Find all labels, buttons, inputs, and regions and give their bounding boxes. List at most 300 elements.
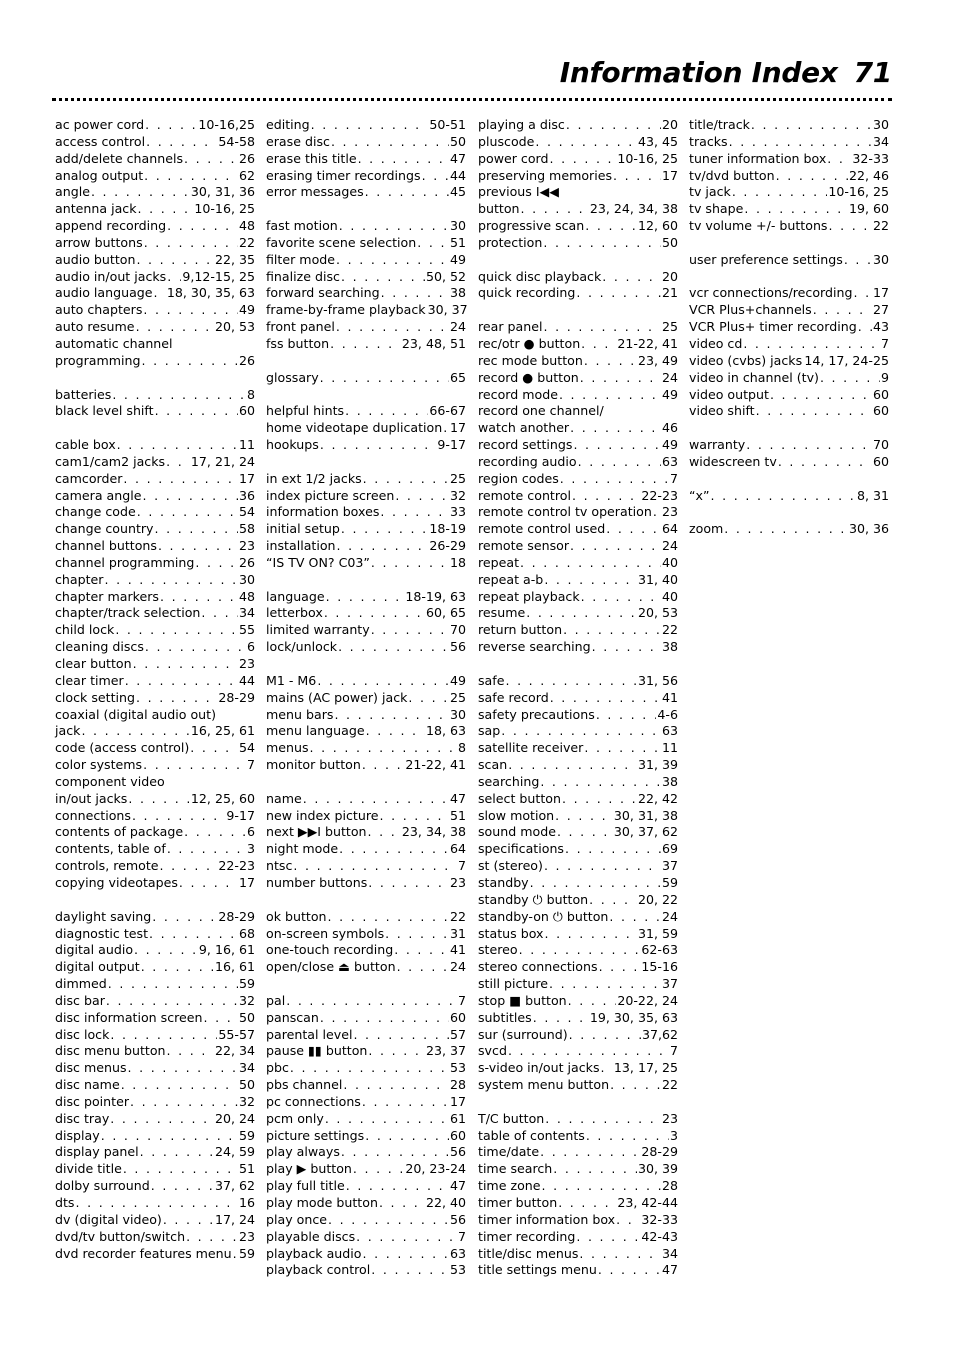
- index-term: pause ▮▮ button: [266, 1043, 368, 1059]
- index-pages: 37,62: [641, 1026, 678, 1042]
- index-pages: 46: [661, 420, 678, 436]
- dot-leader: [158, 538, 238, 555]
- index-pages: 60: [872, 453, 889, 469]
- index-entry: [55, 1077, 255, 1094]
- index-pages: 14, 17, 24-25: [804, 352, 889, 368]
- dot-leader: [152, 909, 217, 926]
- index-pages: 23: [238, 656, 255, 671]
- index-term: rec/otr ● button: [478, 335, 581, 351]
- index-entry: [55, 1128, 255, 1145]
- index-pages: 40: [661, 588, 678, 604]
- dot-leader: [569, 1027, 641, 1044]
- index-term: editing: [266, 117, 310, 132]
- index-pages: 20, 53: [637, 605, 678, 621]
- dot-leader: [346, 1178, 449, 1195]
- index-term: display panel: [55, 1144, 139, 1160]
- index-term: remote control tv operation: [478, 504, 652, 520]
- dot-leader: [501, 723, 661, 740]
- index-term: button: [478, 201, 520, 217]
- index-pages: 10-16, 25: [828, 184, 889, 200]
- index-pages: 30, 36: [848, 521, 889, 537]
- dot-leader: [186, 1229, 238, 1246]
- dot-leader: [589, 892, 637, 909]
- dot-leader: [545, 1111, 661, 1128]
- index-term: home videotape duplication: [266, 420, 443, 436]
- index-term: camera angle: [55, 487, 142, 503]
- index-pages: 63: [661, 453, 678, 469]
- index-term: cleaning discs: [55, 639, 144, 655]
- index-term: safe: [478, 672, 505, 688]
- dot-leader: [732, 184, 828, 201]
- dot-leader: [293, 858, 457, 875]
- index-pages: 38: [661, 639, 678, 655]
- index-pages: 23: [661, 1110, 678, 1126]
- index-pages: 20, 53: [214, 319, 255, 335]
- index-entry: [55, 1178, 255, 1195]
- index-term: coaxial (digital audio out): [55, 706, 217, 722]
- index-pages: 51: [238, 1161, 255, 1177]
- index-entry: [266, 302, 466, 319]
- index-pages: 38: [661, 773, 678, 789]
- index-entry: [55, 319, 255, 336]
- index-pages: 37: [661, 858, 678, 874]
- index-pages: 7: [457, 1228, 466, 1244]
- index-pages: 43: [872, 319, 889, 335]
- dot-leader: [167, 841, 246, 858]
- dot-leader: [829, 218, 872, 235]
- dot-leader: [770, 387, 872, 404]
- index-entry: [478, 1043, 678, 1060]
- index-entry: [689, 218, 889, 235]
- index-term: stop ■ button: [478, 992, 567, 1008]
- dot-leader: [443, 420, 449, 437]
- dot-leader: [145, 639, 246, 656]
- index-entry: [55, 168, 255, 185]
- dot-leader: [599, 959, 641, 976]
- index-pages: 59: [238, 1245, 255, 1261]
- index-term: remote sensor: [478, 538, 570, 554]
- index-entry: [55, 437, 255, 454]
- index-term: change code: [55, 504, 136, 520]
- index-pages: 23, 49: [637, 352, 678, 368]
- index-pages: 34: [238, 1060, 255, 1076]
- index-term: reverse searching: [478, 639, 591, 655]
- index-term: table of contents: [478, 1127, 585, 1143]
- index-entry: [478, 1111, 678, 1128]
- index-pages: 17: [872, 285, 889, 301]
- section-gap: [266, 387, 466, 404]
- index-pages: 20-22, 24: [617, 992, 678, 1008]
- index-pages: 20, 23-24: [405, 1161, 466, 1177]
- dot-leader: [508, 757, 637, 774]
- dot-leader: [560, 471, 669, 488]
- index-pages: 30, 37, 62: [613, 824, 678, 840]
- dot-leader: [584, 353, 637, 370]
- index-entry: [266, 1060, 466, 1077]
- dot-leader: [320, 1010, 449, 1027]
- index-pages: 60: [449, 1127, 466, 1143]
- index-term: play ▶ button: [266, 1161, 352, 1177]
- index-entry: [478, 639, 678, 656]
- index-entry: [55, 555, 255, 572]
- index-term: component video: [55, 773, 165, 789]
- index-term: ac power cord: [55, 117, 145, 132]
- index-term: dv (digital video): [55, 1211, 162, 1227]
- index-entry: [266, 740, 466, 757]
- section-gap: [689, 420, 889, 437]
- dot-leader: [341, 521, 429, 538]
- index-entry: [55, 387, 255, 404]
- index-pages: 23, 24, 34, 38: [589, 201, 678, 217]
- index-term: chapter/track selection: [55, 605, 201, 621]
- index-term: scan: [478, 757, 508, 773]
- index-pages: 9, 16, 61: [198, 942, 255, 958]
- index-term: filter mode: [266, 251, 336, 267]
- index-pages: 25: [449, 689, 466, 705]
- index-entry: [266, 117, 466, 134]
- dot-leader: [562, 791, 637, 808]
- index-term: timer information box: [478, 1211, 616, 1227]
- index-term: chapter markers: [55, 588, 159, 604]
- index-term: disc bar: [55, 992, 105, 1008]
- index-pages: 60: [238, 403, 255, 419]
- dot-leader: [128, 1060, 238, 1077]
- dot-leader: [813, 302, 872, 319]
- index-entry: [689, 252, 889, 269]
- dot-leader: [123, 1161, 238, 1178]
- index-pages: 48: [238, 588, 255, 604]
- index-term: record ● button: [478, 369, 579, 385]
- index-entry: [478, 538, 678, 555]
- index-term: installation: [266, 538, 336, 554]
- index-pages: 24: [449, 319, 466, 335]
- index-pages: 7: [246, 757, 255, 773]
- dot-leader: [729, 134, 872, 151]
- index-term: clear button: [55, 656, 132, 671]
- index-pages: 28-29: [218, 908, 255, 924]
- index-entry: [55, 235, 255, 252]
- index-pages: 21: [661, 285, 678, 301]
- index-entry: [55, 942, 255, 959]
- index-pages: 24: [661, 908, 678, 924]
- index-term: audio in/out jacks: [55, 268, 167, 284]
- index-entry: [478, 336, 678, 353]
- index-term: finalize disc: [266, 268, 340, 284]
- dot-leader: [184, 824, 246, 841]
- index-pages: 22, 35: [214, 251, 255, 267]
- index-entry: [478, 521, 678, 538]
- index-pages: 65: [449, 369, 466, 385]
- index-entry: [689, 117, 889, 134]
- index-term: safe record: [478, 689, 549, 705]
- index-entry: [478, 1178, 678, 1195]
- index-entry: [689, 454, 889, 471]
- dot-leader: [598, 1262, 661, 1279]
- index-term: append recording: [55, 218, 167, 234]
- dot-leader: [331, 134, 449, 151]
- dot-leader: [553, 1161, 637, 1178]
- dot-leader: [328, 1212, 449, 1229]
- index-term: color systems: [55, 757, 143, 773]
- index-pages: 60: [449, 1009, 466, 1025]
- index-term: automatic channel: [55, 335, 173, 351]
- index-pages: 31: [449, 925, 466, 941]
- dot-leader: [151, 1178, 214, 1195]
- index-pages: 32: [238, 1093, 255, 1109]
- section-gap: [689, 269, 889, 286]
- index-term: playing a disc: [478, 117, 565, 132]
- index-pages: 37, 62: [214, 1178, 255, 1194]
- index-entry: [55, 1229, 255, 1246]
- dot-leader: [778, 454, 872, 471]
- index-pages: 30, 31, 36: [190, 184, 255, 200]
- index-entry: [266, 942, 466, 959]
- dot-leader: [190, 740, 238, 757]
- index-term: play full title: [266, 1178, 345, 1194]
- index-entry: [478, 993, 678, 1010]
- index-pages: 60, 65: [425, 605, 466, 621]
- index-pages: 30: [872, 251, 889, 267]
- index-entry: [266, 1128, 466, 1145]
- section-gap: [478, 302, 678, 319]
- index-term: subtitles: [478, 1009, 532, 1025]
- dot-leader: [572, 488, 640, 505]
- index-term: disc tray: [55, 1110, 110, 1126]
- index-entry: [55, 454, 255, 471]
- index-entry: [266, 707, 466, 724]
- index-pages: 56: [449, 1144, 466, 1160]
- index-entry: [55, 1027, 255, 1044]
- dot-leader: [117, 437, 238, 454]
- dot-leader: [106, 993, 238, 1010]
- index-entry: [266, 589, 466, 606]
- index-entry: [478, 791, 678, 808]
- dot-leader: [286, 993, 457, 1010]
- index-term: play once: [266, 1211, 328, 1227]
- index-term: clear timer: [55, 672, 124, 688]
- index-pages: 12, 60: [637, 218, 678, 234]
- index-term: widescreen tv: [689, 453, 777, 469]
- dot-leader: [179, 875, 238, 892]
- index-entry: [266, 1094, 466, 1111]
- index-pages: 24: [661, 369, 678, 385]
- index-pages: 59: [238, 1127, 255, 1143]
- index-entry: [55, 134, 255, 151]
- index-entry: [266, 723, 466, 740]
- dot-leader: [155, 403, 238, 420]
- index-term: monitor button: [266, 757, 361, 773]
- index-pages: 22: [449, 908, 466, 924]
- index-pages: 23, 34, 38: [401, 824, 466, 840]
- index-pages: 32-33: [852, 150, 889, 166]
- index-term: pal: [266, 992, 286, 1008]
- index-entry: [478, 959, 678, 976]
- index-entry: [266, 791, 466, 808]
- index-pages: 11: [238, 437, 255, 453]
- index-term: tracks: [689, 133, 728, 149]
- dot-leader: [334, 707, 449, 724]
- index-term: tv jack: [689, 184, 731, 200]
- index-term: camcorder: [55, 470, 123, 486]
- index-term: daylight saving: [55, 908, 152, 924]
- index-term: dolby surround: [55, 1178, 150, 1194]
- dot-leader: [827, 151, 851, 168]
- dot-leader: [149, 926, 238, 943]
- index-entry: [55, 808, 255, 825]
- index-pages: 15-16: [641, 959, 678, 975]
- index-term: timer recording: [478, 1228, 576, 1244]
- index-term: record mode: [478, 386, 558, 402]
- index-entry: [478, 387, 678, 404]
- index-term: st (stereo): [478, 858, 543, 874]
- index-pages: 3: [246, 841, 255, 857]
- index-term: pbc: [266, 1060, 289, 1076]
- index-entry: [689, 151, 889, 168]
- index-pages: 25: [449, 470, 466, 486]
- index-term: video in channel (tv): [689, 369, 819, 385]
- index-pages: 7: [669, 470, 678, 486]
- index-entry: [55, 488, 255, 505]
- dot-leader: [110, 1111, 214, 1128]
- dot-leader: [385, 926, 449, 943]
- dot-leader: [559, 387, 661, 404]
- index-pages: 6: [246, 824, 255, 840]
- index-term: warranty: [689, 437, 746, 453]
- index-pages: 32: [238, 992, 255, 1008]
- index-column-3: [478, 117, 678, 1279]
- dot-leader: [141, 959, 214, 976]
- index-pages: 24: [661, 538, 678, 554]
- dot-leader: [143, 302, 238, 319]
- index-pages: 22, 42: [637, 790, 678, 806]
- index-pages: 17: [238, 470, 255, 486]
- index-pages: 66-67: [429, 403, 466, 419]
- index-term: batteries: [55, 386, 112, 402]
- index-term: in ext 1/2 jacks: [266, 470, 362, 486]
- index-entry: [266, 1195, 466, 1212]
- index-entry: [478, 1077, 678, 1094]
- index-pages: 50: [238, 1077, 255, 1093]
- index-entry: [266, 639, 466, 656]
- dot-leader: [356, 1229, 457, 1246]
- index-entry: [478, 1262, 678, 1279]
- index-pages: 26-29: [429, 538, 466, 554]
- page-header: [0, 56, 892, 89]
- index-pages: 25: [661, 319, 678, 335]
- index-term: cam1/cam2 jacks: [55, 453, 166, 469]
- dot-leader: [568, 993, 617, 1010]
- index-pages: 19, 60: [848, 201, 889, 217]
- index-entry: [478, 454, 678, 471]
- index-term: system menu button: [478, 1077, 610, 1093]
- dot-leader: [363, 471, 449, 488]
- index-entry: [55, 993, 255, 1010]
- index-term: programming: [55, 352, 141, 368]
- index-pages: 49: [449, 251, 466, 267]
- index-pages: 21-22, 41: [617, 335, 678, 351]
- index-term: erase this title: [266, 150, 357, 166]
- index-entry: [478, 437, 678, 454]
- index-term: analog output: [55, 167, 144, 183]
- index-entry: [478, 976, 678, 993]
- index-term: satellite receiver: [478, 740, 584, 756]
- dot-leader: [325, 1111, 449, 1128]
- dot-leader: [601, 1060, 613, 1077]
- index-pages: 30, 37: [427, 302, 468, 318]
- index-pages: 49: [661, 437, 678, 453]
- index-pages: 23, 48, 51: [401, 335, 466, 351]
- dot-leader: [136, 690, 217, 707]
- index-entry: [478, 201, 678, 218]
- index-pages: 45: [449, 184, 466, 200]
- index-entry: [478, 926, 678, 943]
- index-term: favorite scene selection: [266, 234, 417, 250]
- index-term: disc menu button: [55, 1043, 166, 1059]
- dot-leader: [358, 151, 449, 168]
- index-pages: 50: [661, 234, 678, 250]
- dot-leader: [138, 201, 194, 218]
- index-entry: [478, 589, 678, 606]
- dot-leader: [160, 589, 238, 606]
- dot-leader: [520, 555, 661, 572]
- index-pages: 64: [661, 521, 678, 537]
- dot-leader: [201, 605, 238, 622]
- index-term: ok button: [266, 908, 327, 924]
- index-term: divide title: [55, 1161, 122, 1177]
- index-term: dvd recorder features menu: [55, 1245, 232, 1261]
- index-pages: 23, 42-44: [617, 1195, 678, 1210]
- section-gap: [266, 976, 466, 993]
- dot-leader: [112, 387, 246, 404]
- index-term: forward searching: [266, 285, 380, 301]
- dot-leader: [379, 808, 448, 825]
- index-entry: [266, 235, 466, 252]
- index-term: parental level: [266, 1026, 353, 1042]
- index-entry: [478, 319, 678, 336]
- index-entry: [478, 1161, 678, 1178]
- dot-leader: [381, 285, 449, 302]
- index-entry: [266, 673, 466, 690]
- dot-leader: [379, 1195, 425, 1212]
- section-gap: [266, 201, 466, 218]
- dot-leader: [142, 353, 238, 370]
- dot-leader: [563, 622, 661, 639]
- index-entry: [478, 555, 678, 572]
- index-pages: 32: [449, 487, 466, 503]
- index-term: disc pointer: [55, 1093, 130, 1109]
- index-term: safety precautions: [478, 706, 595, 722]
- dot-leader: [581, 336, 616, 353]
- index-term: VCR Plus+channels: [689, 302, 812, 318]
- index-term: dvd/tv button/switch: [55, 1228, 186, 1244]
- dot-leader: [336, 252, 449, 269]
- index-term: auto chapters: [55, 302, 143, 318]
- index-entry: [55, 690, 255, 707]
- dot-leader: [585, 218, 637, 235]
- index-term: on-screen symbols: [266, 925, 385, 941]
- index-entry: [55, 622, 255, 639]
- index-entry: [266, 1010, 466, 1027]
- index-pages: 22: [238, 234, 255, 250]
- index-pages: 30: [872, 117, 889, 132]
- index-term: sur (surround): [478, 1026, 568, 1042]
- index-pages: 44: [449, 167, 466, 183]
- dot-leader: [167, 1043, 214, 1060]
- index-entry: [478, 235, 678, 252]
- index-term: svcd: [478, 1043, 507, 1059]
- index-pages: 53: [449, 1060, 466, 1076]
- index-term: remote control: [478, 487, 571, 503]
